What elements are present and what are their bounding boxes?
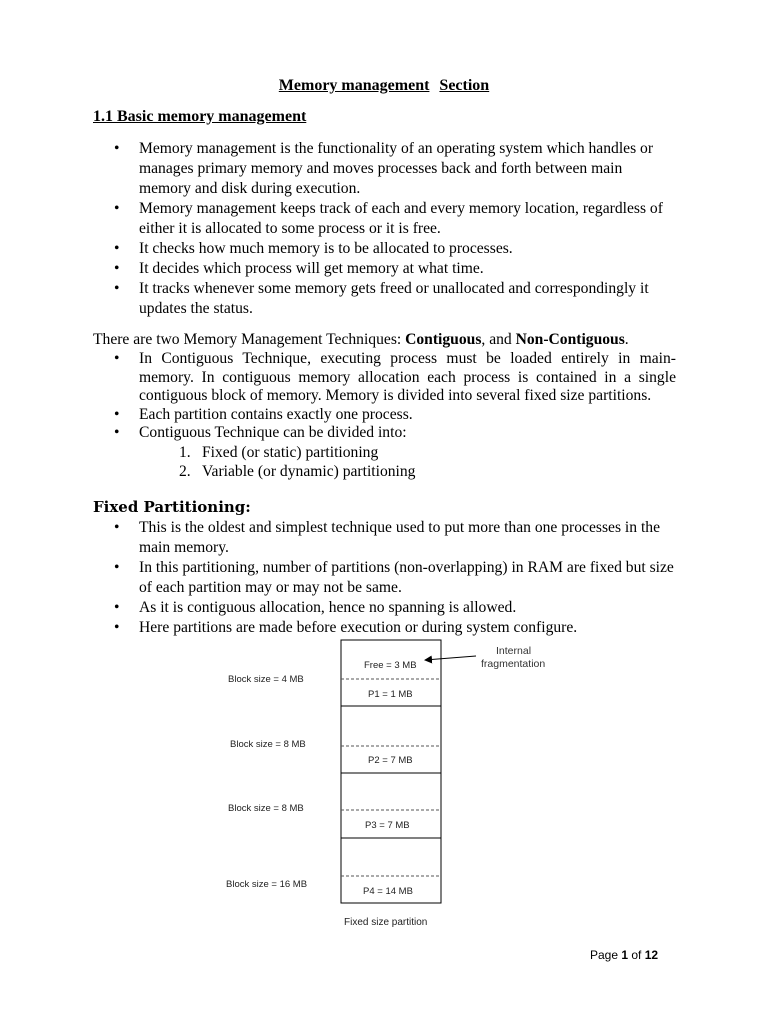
list-item: • Memory management is the functionality of an operating system which handles or manages primary memory and moves processes back and forth between main memory and disk during execution. <box>93 139 676 199</box>
numbered-item-number: 2. <box>179 462 191 480</box>
page-of: of <box>628 948 645 962</box>
annotation-line-1: Internal <box>496 645 532 657</box>
title-part-2: Section <box>439 77 490 94</box>
list-item: • It decides which process will get memory at what time. <box>93 259 676 279</box>
fixed-partitioning-heading: Fixed Partitioning: <box>93 498 251 516</box>
page-prefix: Page <box>590 948 622 962</box>
section-heading: 1.1 Basic memory management <box>93 108 307 125</box>
intro-contiguous: Contiguous <box>405 331 482 348</box>
annotation-arrow <box>425 656 476 660</box>
block-size-label: Block size = 8 MB <box>228 803 304 814</box>
list-item: • Each partition contains exactly one process. <box>93 406 676 425</box>
page-number <box>590 948 658 962</box>
process-label: P2 = 7 MB <box>368 755 413 766</box>
annotation-line-2: fragmentation <box>481 658 546 670</box>
intro-suffix: . <box>624 331 629 348</box>
intro-prefix: There are two Memory Management Techniques: <box>93 331 406 348</box>
intro-non-contiguous: Non-Contiguous <box>515 331 625 348</box>
block-size-label: Block size = 4 MB <box>228 674 304 685</box>
block-size-label: Block size = 8 MB <box>230 739 306 750</box>
intro-mid: , and <box>481 331 516 348</box>
diagram-caption: Fixed size partition <box>344 917 428 928</box>
numbered-item-number: 1. <box>179 443 191 461</box>
page-total: 12 <box>644 948 659 962</box>
list-item: • As it is contiguous allocation, hence no spanning is allowed. <box>93 598 676 618</box>
free-space-label: Free = 3 MB <box>364 660 417 671</box>
list-item: • It checks how much memory is to be allocated to processes. <box>93 239 676 259</box>
process-label: P3 = 7 MB <box>365 820 410 831</box>
block-size-label: Block size = 16 MB <box>226 879 308 890</box>
numbered-item-text: Variable (or dynamic) partitioning <box>202 462 416 480</box>
list-item: • Contiguous Technique can be divided into: <box>93 424 676 443</box>
list-item: • It tracks whenever some memory gets freed or unallocated and correspondingly it updates the status. <box>93 279 676 319</box>
process-label: P1 = 1 MB <box>368 689 413 700</box>
list-item: • Here partitions are made before execution or during system configure. <box>93 618 676 638</box>
process-label: P4 = 14 MB <box>363 886 413 897</box>
list-item: • In Contiguous Technique, executing process must be loaded entirely in main-memory. In contiguous memory allocation each process is contained in a single contiguous block of memory. Memory is divided into several fixed size partitions. <box>93 350 676 406</box>
list-item: • Memory management keeps track of each and every memory location, regardless of either it is allocated to some process or it is free. <box>93 199 676 239</box>
list-item: • In this partitioning, number of partitions (non-overlapping) in RAM are fixed but size of each partition may or may not be same. <box>93 558 676 598</box>
title-part-1: Memory management <box>278 77 430 94</box>
numbered-item-text: Fixed (or static) partitioning <box>202 443 379 461</box>
list-item: • This is the oldest and simplest technique used to put more than one processes in the main memory. <box>93 518 676 558</box>
page-current: 1 <box>621 948 629 962</box>
